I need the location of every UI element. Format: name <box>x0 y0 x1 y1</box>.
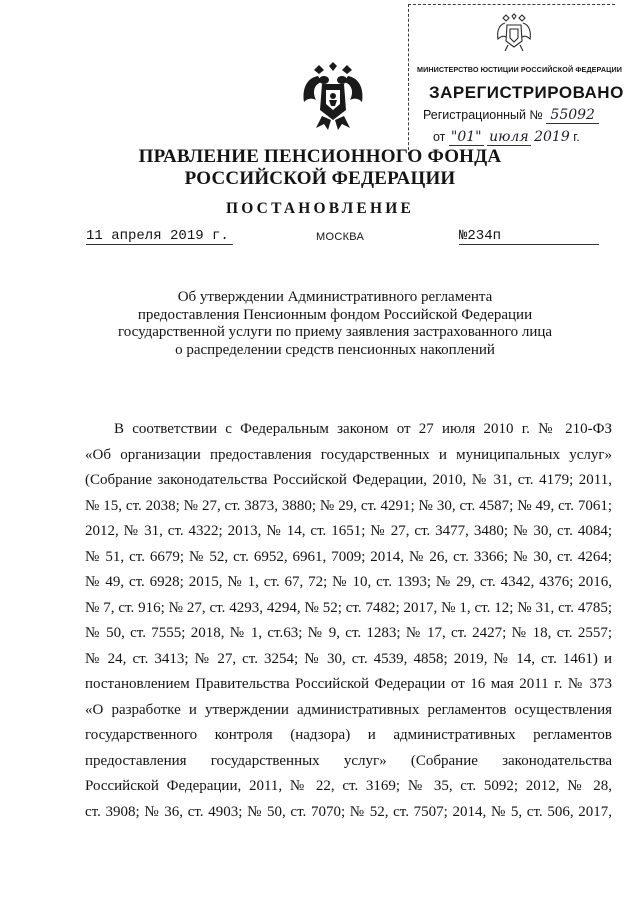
subject-line: о распределении средств пенсионных накоплений <box>175 341 495 358</box>
stamp-registered-label: ЗАРЕГИСТРИРОВАНО <box>429 83 624 102</box>
document-date: 11 апреля 2019 г. <box>86 228 233 245</box>
body-line: ст. 3908; № 36, ст. 4903; № 50, ст. 7070; № 52, ст. 7507; 2014, № 5, ст. 506, 2017, <box>85 803 612 820</box>
body-line: № 15, ст. 2038; № 27, ст. 3873, 3880; № 29, ст. 4291; № 30, ст. 4587; № 49, ст. 7061; <box>85 497 612 514</box>
body-line: (Собрание законодательства Российской Федерации, 2010, № 31, ст. 4179; 2011, <box>85 472 612 488</box>
stamp-reg-number-value: 55092 <box>546 107 599 124</box>
stamp-date-year: 2019 <box>534 129 570 145</box>
body-line: № 49, ст. 6928; 2015, № 1, ст. 67, 72; № 10, ст. 1393; № 29, ст. 4342, 4376; 2016, <box>85 574 612 590</box>
document-city: МОСКВА <box>316 231 365 243</box>
body-line: предоставления государственных услуг» (Собрание законодательства <box>85 752 612 769</box>
document-body <box>85 417 612 825</box>
stamp-date-prefix: от <box>433 130 446 144</box>
organization-name-line-1: ПРАВЛЕНИЕ ПЕНСИОННОГО ФОНДА <box>138 146 502 167</box>
body-line: № 24, ст. 3413; № 27, ст. 3254; № 30, ст. 4539, 4858; 2019, № 14, ст. 1461) и <box>85 650 612 667</box>
subject-line: предоставления Пенсионным фондом Российской Федерации <box>137 306 533 323</box>
stamp-date-month: июля <box>489 129 529 145</box>
stamp-reg-number-label: Регистрационный № <box>423 108 543 122</box>
body-line: № 7, ст. 916; № 27, ст. 4293, 4294, № 52; ст. 7482; 2017, № 1, ст. 12; № 31, ст. 4785; <box>85 599 612 616</box>
stamp-coat-of-arms-emblem <box>495 13 533 53</box>
body-line: постановлением Правительства Российской Федерации от 16 мая 2011 г. № 373 <box>85 676 612 692</box>
stamp-registration-date-row <box>433 129 580 146</box>
body-line: «Об организации предоставления государственных и муниципальных услуг» <box>85 446 612 463</box>
subject-line: государственной услуги по приему заявления застрахованного лица <box>117 324 553 340</box>
stamp-registration-number-row <box>423 107 599 124</box>
subject-line: Об утверждении Административного регламента <box>177 289 493 305</box>
stamp-ministry-name: МИНИСТЕРСТВО ЮСТИЦИИ РОССИЙСКОЙ ФЕДЕРАЦИИ <box>417 65 622 74</box>
stamp-date-suffix: г. <box>573 130 580 144</box>
body-line: В соответствии с Федеральным законом от 27 июля 2010 г. № 210-ФЗ <box>114 421 612 437</box>
body-line: Российской Федерации, 2011, № 22, ст. 3169; № 35, ст. 5092; 2012, № 28, <box>85 778 612 794</box>
registration-stamp <box>408 4 624 155</box>
organization-name-line-2: РОССИЙСКОЙ ФЕДЕРАЦИИ <box>184 168 456 189</box>
document-subject <box>90 289 580 359</box>
stamp-date-day: "01" <box>450 129 482 145</box>
coat-of-arms-emblem <box>300 62 366 132</box>
document-number: №234п <box>459 228 599 245</box>
body-line: № 50, ст. 7555; 2018, № 1, ст.63; № 9, ст. 1283; № 17, ст. 2427; № 18, ст. 2557; <box>85 625 612 641</box>
document-type-title: ПОСТАНОВЛЕНИЕ <box>225 200 415 217</box>
body-line: № 51, ст. 6679; № 52, ст. 6952, 6961, 7009; 2014, № 26, ст. 3366; № 30, ст. 4264; <box>85 548 612 565</box>
body-line: государственного контроля (надзора) и административных регламентов <box>85 727 612 743</box>
body-line: «О разработке и утверждении административных регламентов осуществления <box>85 701 612 718</box>
body-line: 2012, № 31, ст. 4322; 2013, № 14, ст. 1651; № 27, ст. 3477, 3480; № 30, ст. 4084; <box>85 523 612 539</box>
